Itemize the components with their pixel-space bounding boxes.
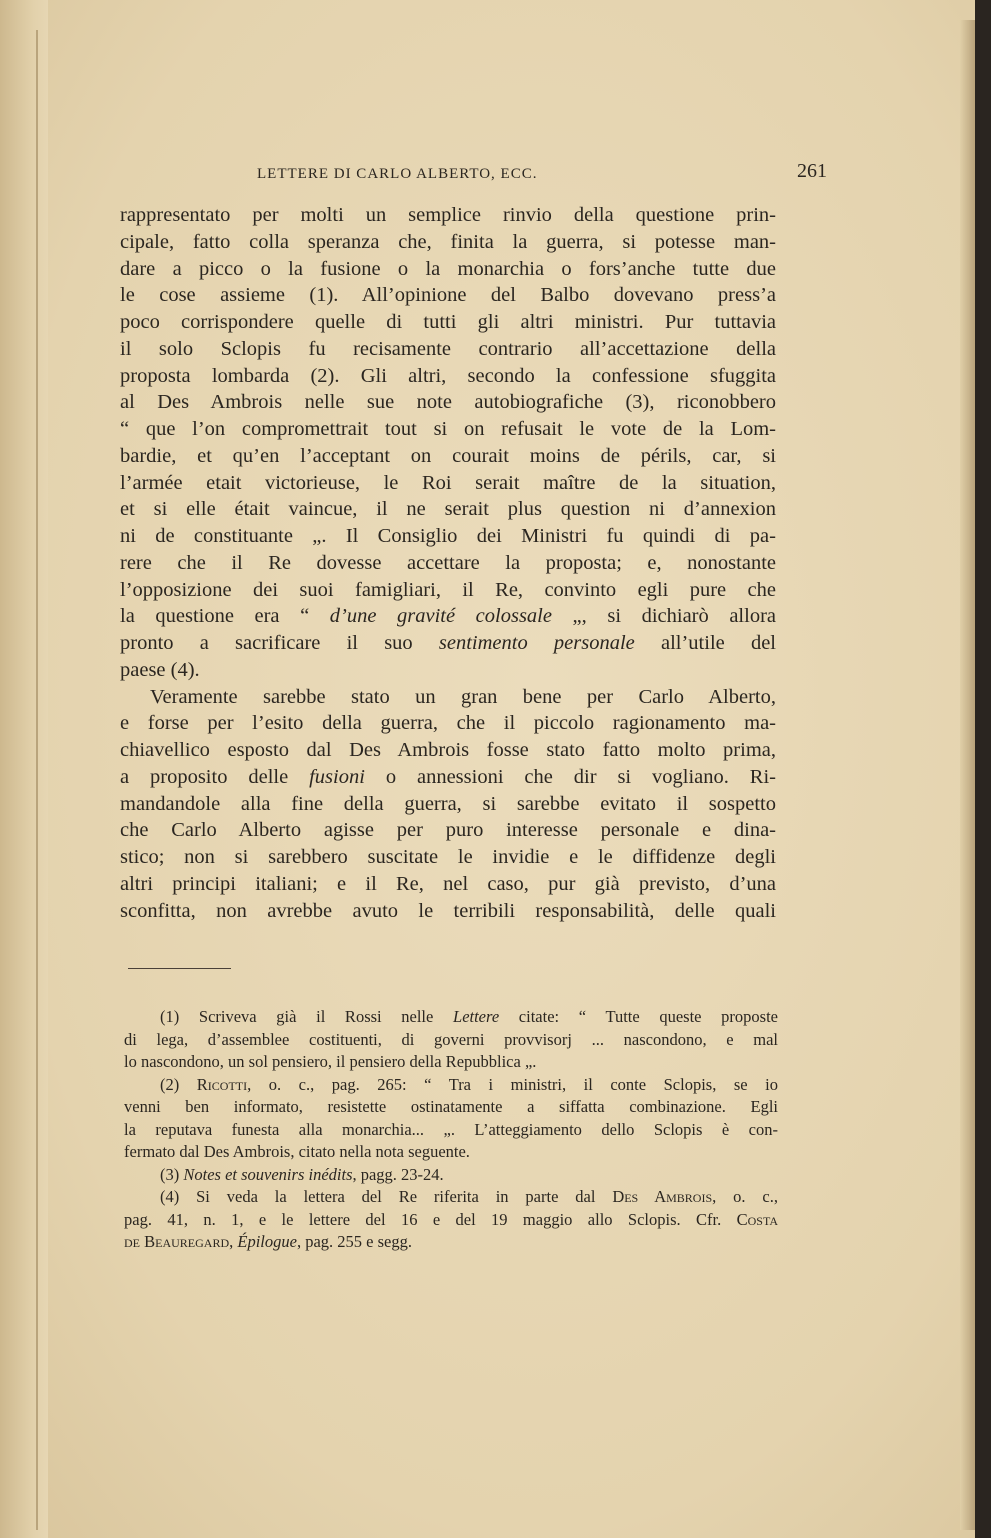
text-segment: sconfitta, non avrebbe avuto le terribili responsabilità, delle quali (120, 899, 776, 922)
text-line (120, 256, 776, 282)
text-line (120, 791, 776, 817)
text-line (120, 630, 776, 656)
text-segment: “ que l’on compromettrait tout si on refusait le vote de la Lom- (120, 418, 776, 440)
text-segment: lo nascondono, un sol pensiero, il pensiero della Repubblica „. (124, 1052, 537, 1071)
page-edge (960, 20, 975, 1530)
text-segment: e forse per l’esito della guerra, che il piccolo ragionamento ma- (120, 712, 776, 735)
text-line (120, 764, 776, 790)
text-segment: pag. 41, n. 1, e le lettere del 16 e del 19 maggio allo Sclopis. Cfr. (124, 1209, 737, 1229)
text-segment: l’opposizione dei suoi famigliari, il Re, convinto egli pure che (120, 578, 776, 601)
text-segment: la questione era “ (120, 605, 330, 628)
text-segment: a proposito delle (120, 765, 310, 788)
footnote-line (124, 1141, 778, 1163)
text-segment: l’armée etait victorieuse, le Roi serait maître de la situation, (120, 471, 776, 494)
text-segment: paese (4). (120, 658, 200, 681)
spine-fold (36, 30, 38, 1530)
text-segment: rappresentato per molti un semplice rinvio della questione prin- (120, 204, 776, 226)
text-segment: che Carlo Alberto agisse per puro interesse personale e dina- (120, 819, 776, 842)
footnote-line (124, 1051, 778, 1073)
text-segment: cipale, fatto colla speranza che, finita la guerra, si potesse man- (120, 230, 776, 253)
text-line (120, 229, 776, 255)
text-segment: ni de constituante „. Il Consiglio dei Ministri fu quindi di pa- (120, 525, 776, 547)
text-line (120, 603, 776, 629)
text-segment: poco corrispondere quelle di tutti gli altri ministri. Pur tuttavia (120, 311, 776, 333)
text-segment: all’utile del (634, 632, 776, 654)
text-line (120, 309, 776, 335)
text-segment: , pagg. 23-24. (352, 1164, 444, 1184)
text-segment: (2) (160, 1074, 197, 1094)
small-caps-text: de Beauregard (124, 1232, 230, 1251)
text-segment: venni ben informato, resistette ostinatamente a siffatta combinazione. Egli (124, 1097, 778, 1116)
text-segment: , (229, 1232, 238, 1251)
footnote-line (124, 1096, 778, 1118)
text-segment: proposta lombarda (2). Gli altri, secondo la confessione sfuggita (120, 364, 776, 387)
footnote-line (160, 1006, 778, 1028)
text-line (120, 657, 776, 683)
footnote-line (160, 1186, 778, 1208)
footnote-separator (128, 968, 231, 969)
book-spine (0, 0, 48, 1538)
text-segment: le cose assieme (1). All’opinione del Balbo dovevano press’a (120, 284, 776, 307)
footnote-line (160, 1164, 778, 1186)
text-line (120, 470, 776, 496)
text-line (120, 577, 776, 603)
footnote-line (124, 1119, 778, 1141)
running-head: LETTERE DI CARLO ALBERTO, ECC. (257, 166, 538, 182)
text-segment: altri principi italiani; e il Re, nel caso, pur già previsto, d’una (120, 872, 776, 895)
text-segment: Veramente sarebbe stato un gran bene per Carlo Alberto, (150, 685, 776, 708)
text-line (120, 416, 776, 442)
footnote-line (160, 1074, 778, 1096)
text-segment: pronto a sacrificare il suo (120, 632, 439, 654)
text-segment: , pag. 255 e segg. (296, 1232, 412, 1251)
text-segment: o annessioni che dir si vogliano. Ri- (364, 765, 776, 788)
text-line (120, 550, 776, 576)
italic-text: Épilogue (237, 1232, 297, 1251)
text-line (120, 202, 776, 228)
text-segment: (4) Si veda la lettera del Re riferita in parte dal (160, 1187, 613, 1206)
text-line (120, 389, 776, 415)
text-segment: la reputava funesta alla monarchia... „. L’atteggiamento dello Sclopis è con- (124, 1119, 778, 1139)
text-segment: fermato dal Des Ambrois, citato nella nota seguente. (124, 1142, 470, 1161)
text-segment: al Des Ambrois nelle sue note autobiografiche (3), riconobbero (120, 391, 776, 414)
text-segment: dare a picco o la fusione o la monarchia o fors’anche tutte due (120, 257, 776, 280)
text-line (120, 737, 776, 763)
text-segment: il solo Sclopis fu recisamente contrario all’accettazione della (120, 337, 776, 360)
text-line (120, 443, 776, 469)
text-segment: , o. c., pag. 265: “ Tra i ministri, il conte Sclopis, se io (247, 1074, 778, 1094)
text-line (150, 684, 776, 710)
text-line (120, 710, 776, 736)
text-segment: (3) (160, 1164, 184, 1184)
text-line (120, 844, 776, 870)
text-line (120, 363, 776, 389)
text-line (120, 871, 776, 897)
text-segment: „, si dichiarò allora (551, 605, 776, 628)
text-segment: et si elle était vaincue, il ne serait plus question ni d’annexion (120, 498, 776, 521)
small-caps-text: Ricotti (196, 1074, 248, 1094)
italic-text: sentimento personale (438, 632, 635, 654)
text-line (120, 817, 776, 843)
text-segment: bardie, et qu’en l’acceptant on courait moins de périls, car, si (120, 444, 776, 467)
text-segment: citate: “ Tutte queste proposte (499, 1007, 778, 1026)
text-segment: di lega, d’assemblee costituenti, di governi provvisorj ... nascondono, e mal (124, 1029, 778, 1049)
small-caps-text: Des Ambrois (612, 1187, 713, 1206)
italic-text: Lettere (453, 1007, 500, 1026)
text-segment: stico; non si sarebbero suscitate le invidie e le diffidenze degli (120, 846, 776, 868)
text-line (120, 523, 776, 549)
text-segment: , o. c., (712, 1187, 778, 1206)
italic-text: d’une gravité colossale (329, 605, 552, 628)
footnote-line (124, 1209, 778, 1231)
text-line (120, 898, 776, 924)
footnote-line (124, 1029, 778, 1051)
page-number: 261 (797, 160, 827, 182)
text-segment: chiavellico esposto dal Des Ambrois fosse stato fatto molto prima, (120, 739, 776, 761)
text-segment: rere che il Re dovesse accettare la proposta; e, nonostante (120, 551, 776, 574)
text-line (120, 496, 776, 522)
text-line (120, 336, 776, 362)
small-caps-text: Costa (736, 1209, 778, 1229)
text-line (120, 282, 776, 308)
text-segment: mandandole alla fine della guerra, si sarebbe evitato il sospetto (120, 792, 776, 815)
text-segment: (1) Scriveva già il Rossi nelle (160, 1007, 454, 1026)
footnote-line (124, 1231, 778, 1253)
italic-text: Notes et souvenirs inédits (183, 1164, 353, 1184)
italic-text: fusioni (309, 765, 365, 788)
